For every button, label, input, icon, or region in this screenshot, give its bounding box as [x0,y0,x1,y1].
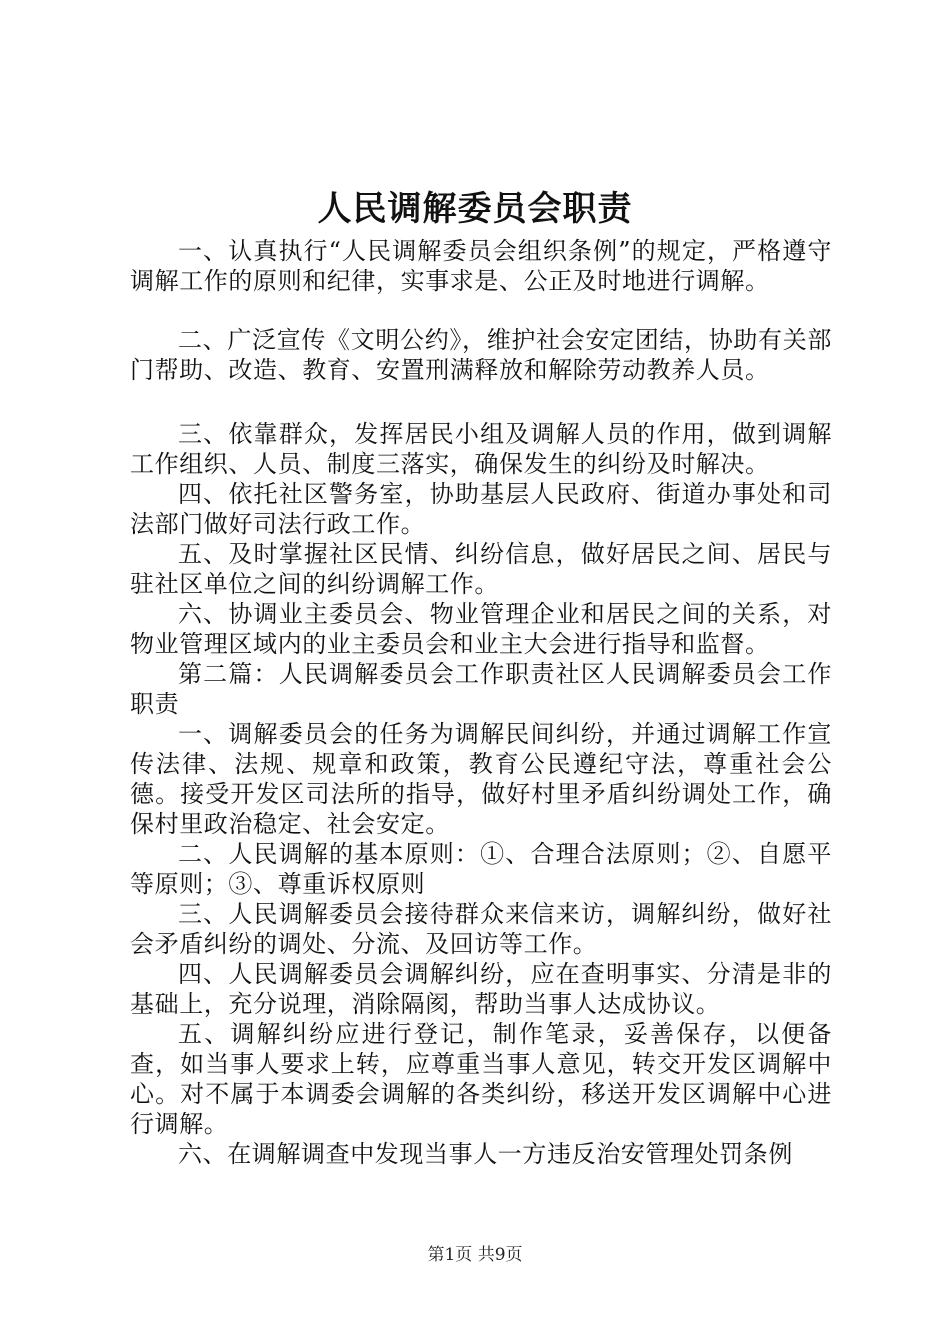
paragraph-4: 四、依托社区警务室，协助基层人民政府、街道办事处和司法部门做好司法行政工作。 [130,480,832,538]
paragraph-3: 三、依靠群众，发挥居民小组及调解人员的作用，做到调解工作组织、人员、制度三落实，确保发生的纠纷及时解决。 [130,420,832,478]
paragraph-1: 一、认真执行“人民调解委员会组织条例”的规定，严格遵守调解工作的原则和纪律，实事求是、公正及时地进行调解。 [130,237,832,295]
paragraph-8: 二、人民调解的基本原则：①、合理合法原则；②、自愿平等原则；③、尊重诉权原则 [130,840,832,898]
paragraph-5: 五、及时掌握社区民情、纠纷信息，做好居民之间、居民与驻社区单位之间的纠纷调解工作。 [130,540,832,598]
section-heading-second-part: 第二篇：人民调解委员会工作职责社区人民调解委员会工作职责 [130,660,832,718]
document-title: 人民调解委员会职责 [317,189,633,229]
paragraph-11: 五、调解纠纷应进行登记，制作笔录，妥善保存，以便备查，如当事人要求上转，应尊重当事人意见，转交开发区调解中心。对不属于本调委会调解的各类纠纷，移送开发区调解中心进行调解。 [130,1020,832,1138]
paragraph-9: 三、人民调解委员会接待群众来信来访，调解纠纷，做好社会矛盾纠纷的调处、分流、及回访等工作。 [130,900,832,958]
paragraph-10: 四、人民调解委员会调解纠纷，应在查明事实、分清是非的基础上，充分说理，消除隔阂，帮助当事人达成协议。 [130,960,832,1018]
paragraph-7: 一、调解委员会的任务为调解民间纠纷，并通过调解工作宣传法律、法规、规章和政策，教育公民遵纪守法，尊重社会公德。接受开发区司法所的指导，做好村里矛盾纠纷调处工作，确保村里政治稳定、社会安定。 [130,720,832,838]
paragraph-2: 二、广泛宣传《文明公约》，维护社会安定团结，协助有关部门帮助、改造、教育、安置刑满释放和解除劳动教养人员。 [130,326,832,384]
document-body [130,236,832,1169]
paragraph-12: 六、在调解调查中发现当事人一方违反治安管理处罚条例 [178,1140,793,1168]
paragraph-6: 六、协调业主委员会、物业管理企业和居民之间的关系，对物业管理区域内的业主委员会和业主大会进行指导和监督。 [130,600,832,658]
page-number-footer: 第1页 共9页 [427,1245,523,1265]
